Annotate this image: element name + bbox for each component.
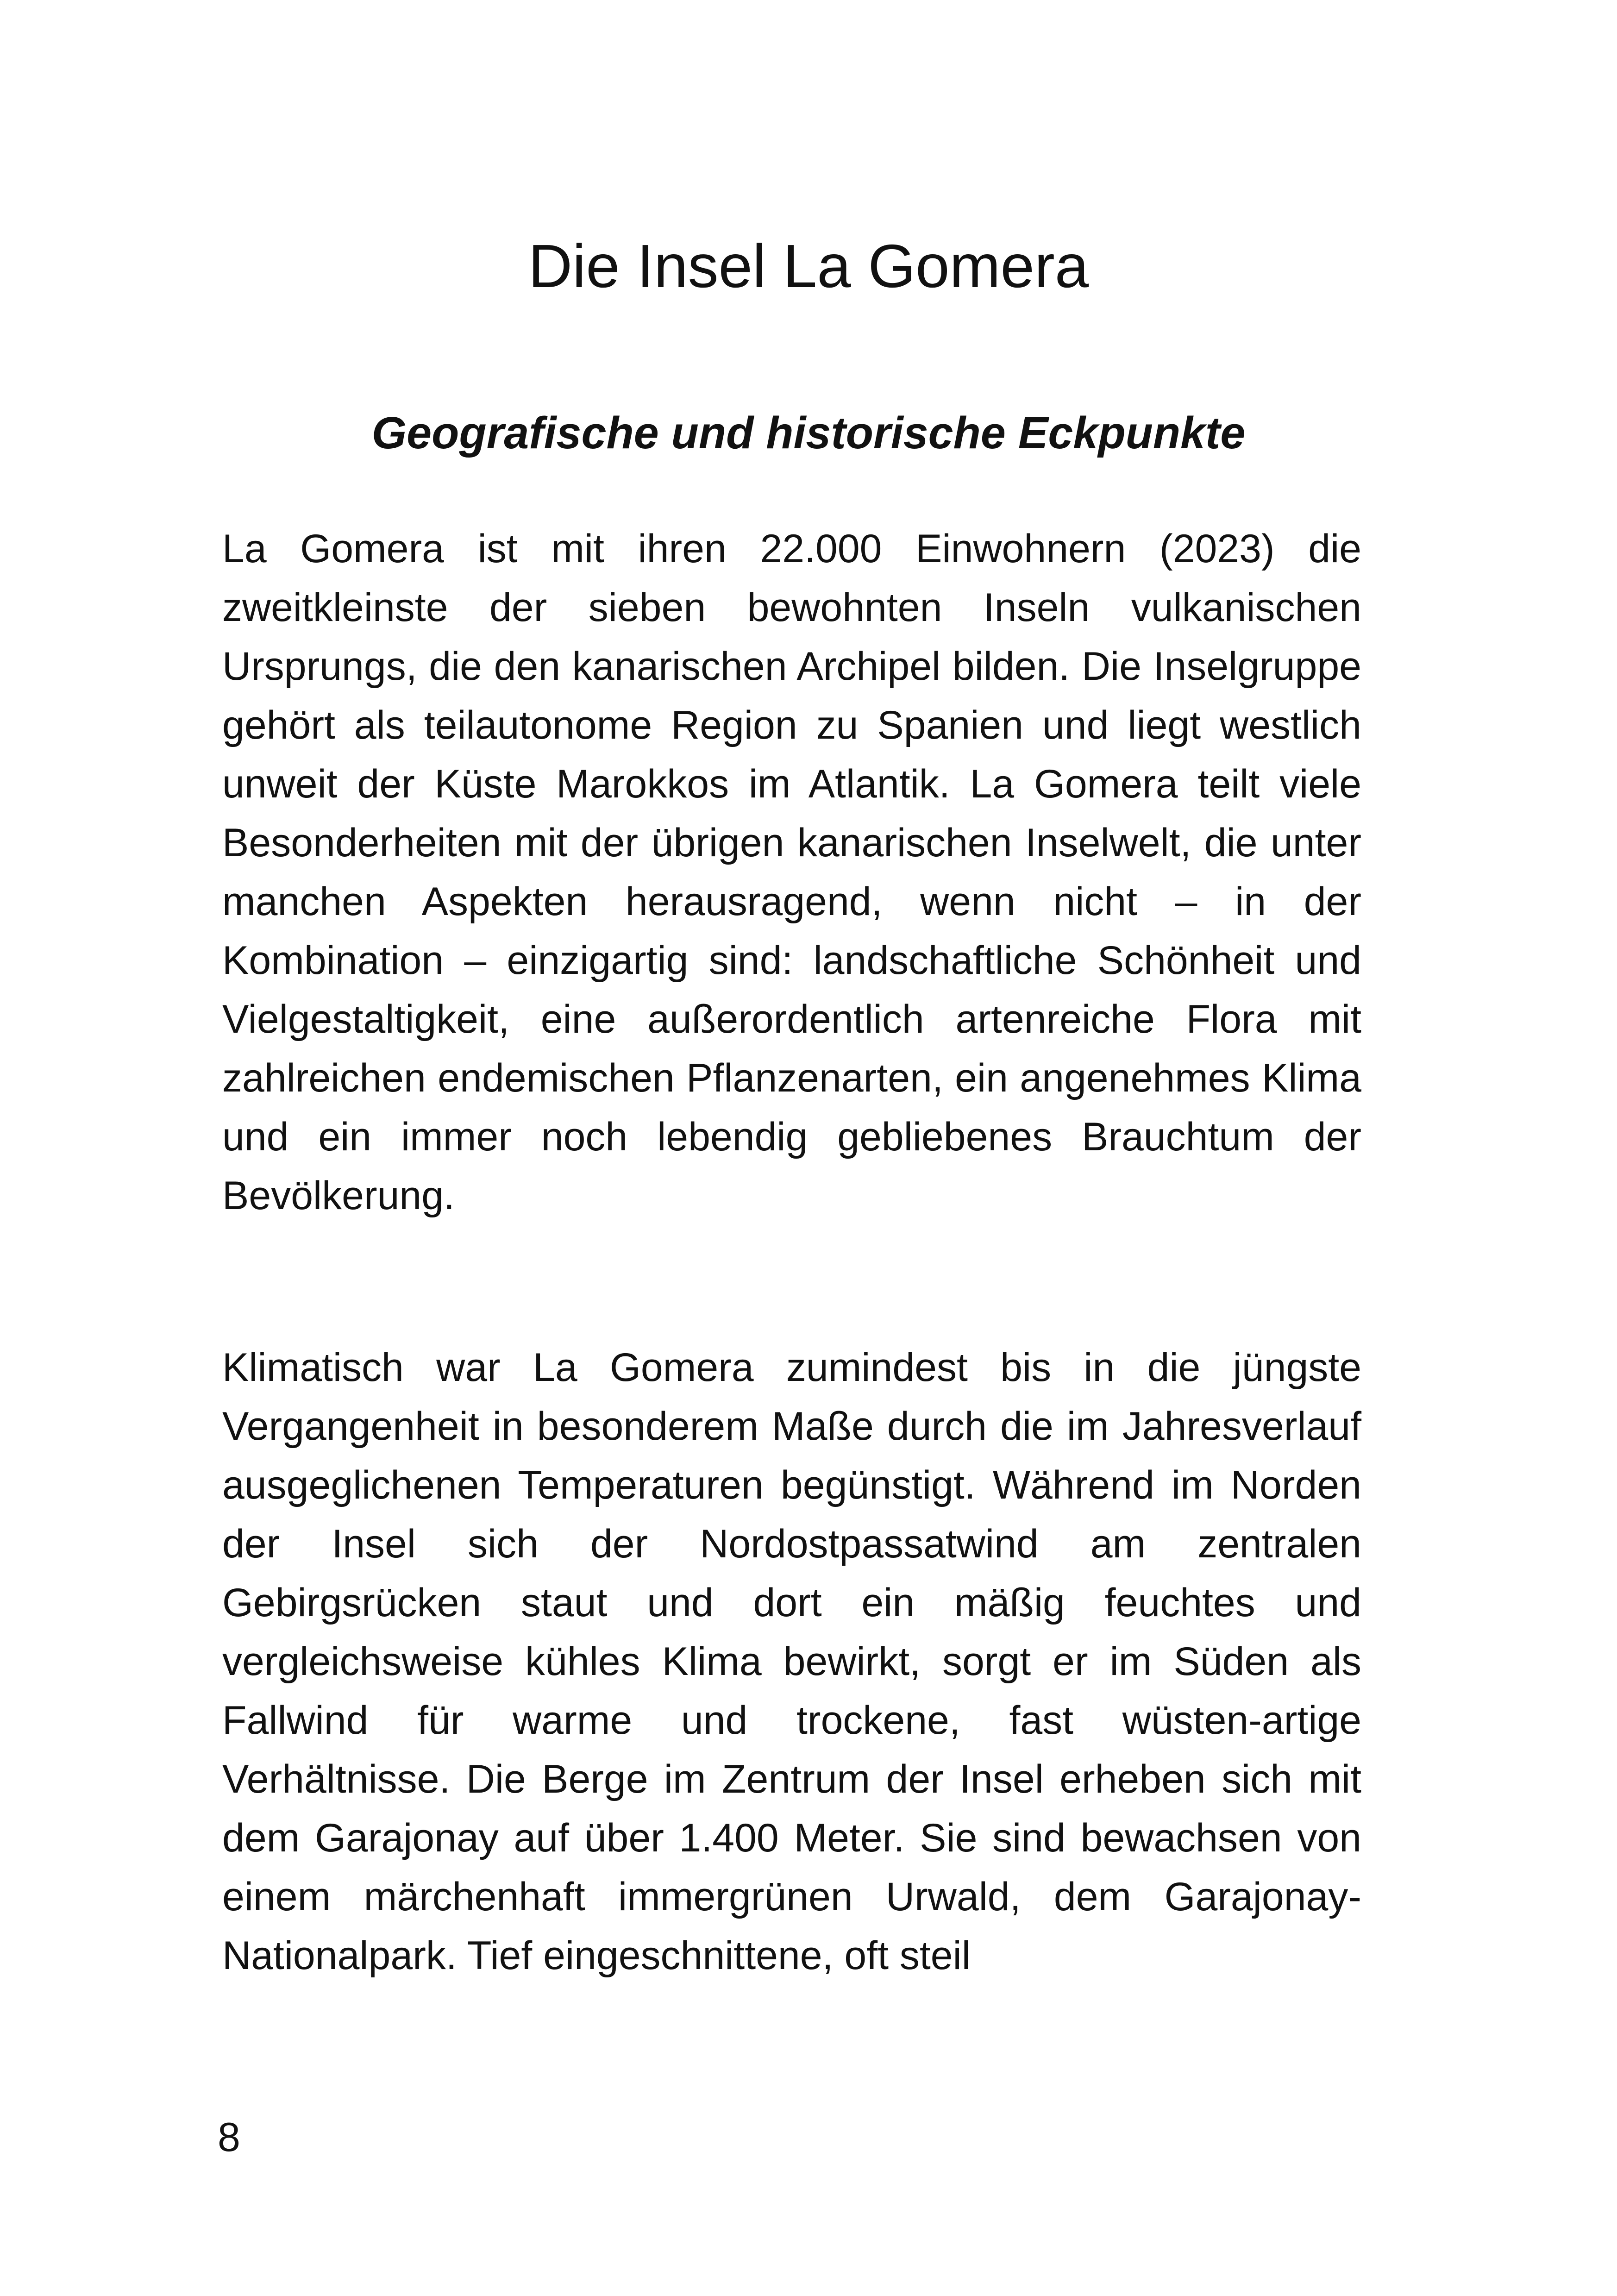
chapter-title: Die Insel La Gomera [528, 232, 1089, 300]
paragraph-2: Klimatisch war La Gomera zumindest bis in die jüngste Vergangenheit in besonderem Maße durch die im Jahresverlauf ausgeglichenen Temperaturen begünstigt. Während im Norden der Insel sich der Nordostpassatwind am zentralen Gebirgsrücken staut und dort ein mäßig feuchtes und vergleichsweise kühles Klima bewirkt, sorgt er im Süden als Fallwind für warme und trockene, fast wüsten-artige Verhältnisse. Die Berge im Zentrum der Insel erheben sich mit dem Garajonay auf über 1.400 Meter. Sie sind bewachsen von einem märchenhaft immergrünen Urwald, dem Garajonay-Nationalpark. Tief eingeschnittene, oft steil [222, 1345, 1361, 1978]
paragraph-1: La Gomera ist mit ihren 22.000 Einwohnern (2023) die zweitkleinste der sieben bewohnten Inseln vulkanischen Ursprungs, die den kanarischen Archipel bilden. Die Inselgruppe gehört als teilautonome Region zu Spanien und liegt westlich unweit der Küste Marokkos im Atlantik. La Gomera teilt viele Besonderheiten mit der übrigen kanarischen Inselwelt, die unter manchen Aspekten herausragend, wenn nicht – in der Kombination – einzigartig sind: landschaftliche Schönheit und Vielgestaltigkeit, eine außerordentlich artenreiche Flora mit zahlreichen endemischen Pflanzenarten, ein angenehmes Klima und ein immer noch lebendig gebliebenes Brauchtum der Bevölkerung. [222, 527, 1361, 1218]
page-number: 8 [218, 2114, 240, 2160]
section-subtitle: Geografische und historische Eckpunkte [371, 408, 1246, 458]
